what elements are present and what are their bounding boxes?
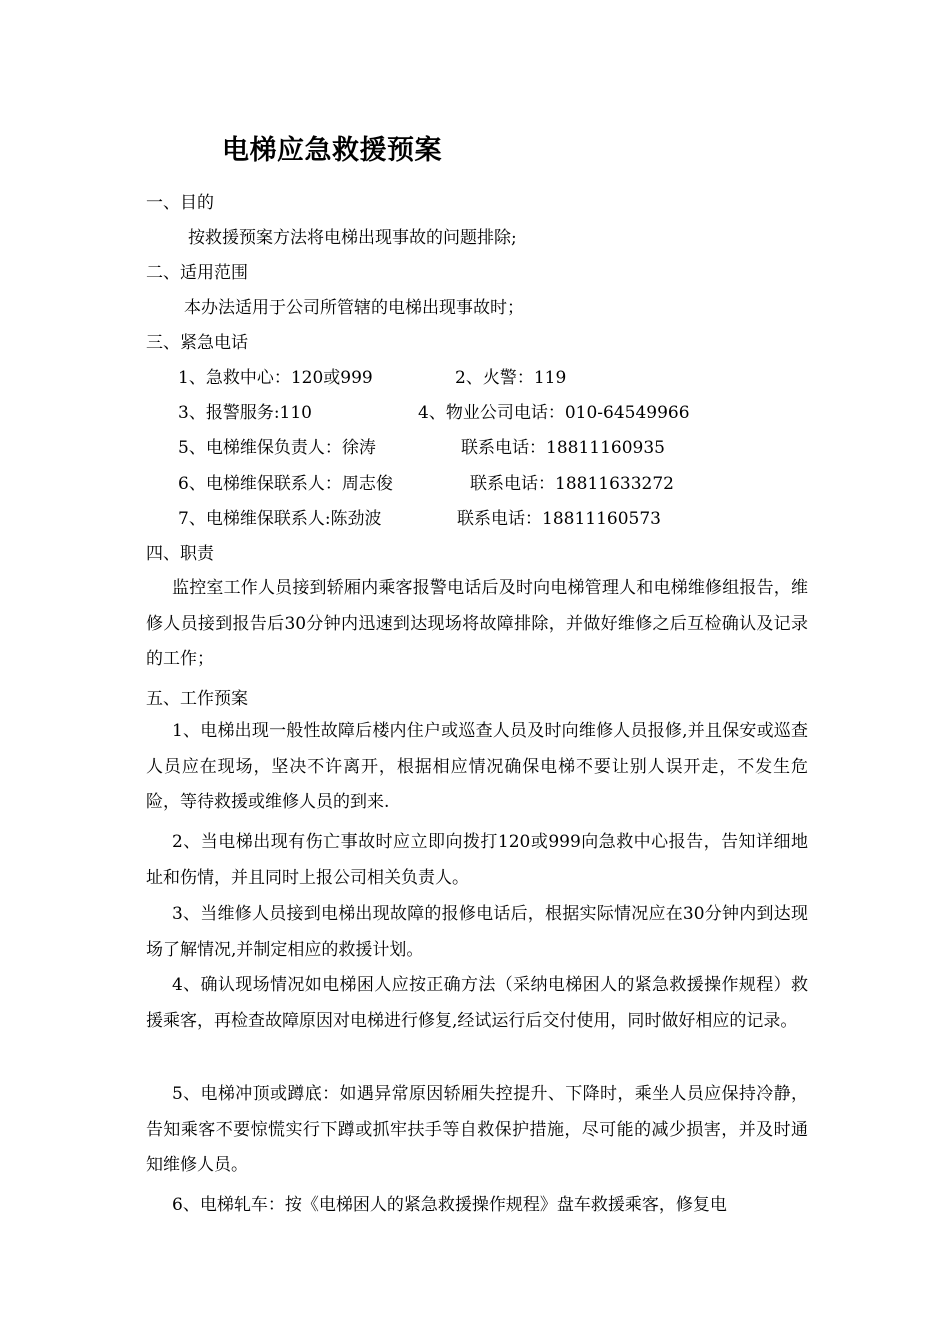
work-plan-item-3: 3、当维修人员接到电梯出现故障的报修电话后，根据实际情况应在30分钟内到达现场了解情况,并制定相应的救援计划。 <box>146 904 808 960</box>
contact-right-5: 联系电话：18811160573 <box>457 509 661 529</box>
section-heading-purpose: 一、目的 <box>146 193 214 213</box>
contact-right-2: 4、物业公司电话：010-64549966 <box>418 403 690 423</box>
contact-left-5: 7、电梯维保联系人:陈劲波 <box>178 509 382 529</box>
work-plan-item-6: 6、电梯轧车：按《电梯困人的紧急救援操作规程》盘车救援乘客，修复电 <box>172 1195 727 1215</box>
section-heading-emergency-phones: 三、紧急电话 <box>146 333 248 353</box>
duties-paragraph: 监控室工作人员接到轿厢内乘客报警电话后及时向电梯管理人和电梯维修组报告，维修人员接到报告后30分钟内迅速到达现场将故障排除，并做好维修之后互检确认及记录的工作； <box>146 578 808 669</box>
scope-text: 本办法适用于公司所管辖的电梯出现事故时； <box>184 298 524 318</box>
section-heading-duties: 四、职责 <box>146 544 214 564</box>
contact-right-4: 联系电话：18811633272 <box>470 474 674 494</box>
purpose-text: 按救援预案方法将电梯出现事故的问题排除; <box>188 228 517 248</box>
work-plan-item-2: 2、当电梯出现有伤亡事故时应立即向拨打120或999向急救中心报告，告知详细地址和伤情，并且同时上报公司相关负责人。 <box>146 832 808 888</box>
contact-left-4: 6、电梯维保联系人：周志俊 <box>178 474 393 494</box>
contact-left-1: 1、急救中心：120或999 <box>178 368 373 388</box>
section-heading-work-plan: 五、工作预案 <box>146 689 248 709</box>
contact-left-2: 3、报警服务:110 <box>178 403 312 423</box>
contact-right-1: 2、火警：119 <box>455 368 567 388</box>
document-title: 电梯应急救援预案 <box>222 135 442 166</box>
contact-left-3: 5、电梯维保负责人：徐涛 <box>178 438 376 458</box>
work-plan-item-5: 5、电梯冲顶或蹲底：如遇异常原因轿厢失控提升、下降时，乘坐人员应保持冷静，告知乘客不要惊慌实行下蹲或抓牢扶手等自救保护措施，尽可能的减少损害，并及时通知维修人员。 <box>146 1084 808 1175</box>
work-plan-item-4: 4、确认现场情况如电梯困人应按正确方法（采纳电梯困人的紧急救援操作规程）救援乘客，再检查故障原因对电梯进行修复,经试运行后交付使用，同时做好相应的记录。 <box>146 975 808 1031</box>
work-plan-item-1: 1、电梯出现一般性故障后楼内住户或巡查人员及时向维修人员报修,并且保安或巡查人员应在现场，坚决不许离开，根据相应情况确保电梯不要让别人误开走，不发生危险，等待救援或维修人员的到来. <box>146 721 808 812</box>
section-heading-scope: 二、适用范围 <box>146 263 248 283</box>
contact-right-3: 联系电话：18811160935 <box>461 438 665 458</box>
